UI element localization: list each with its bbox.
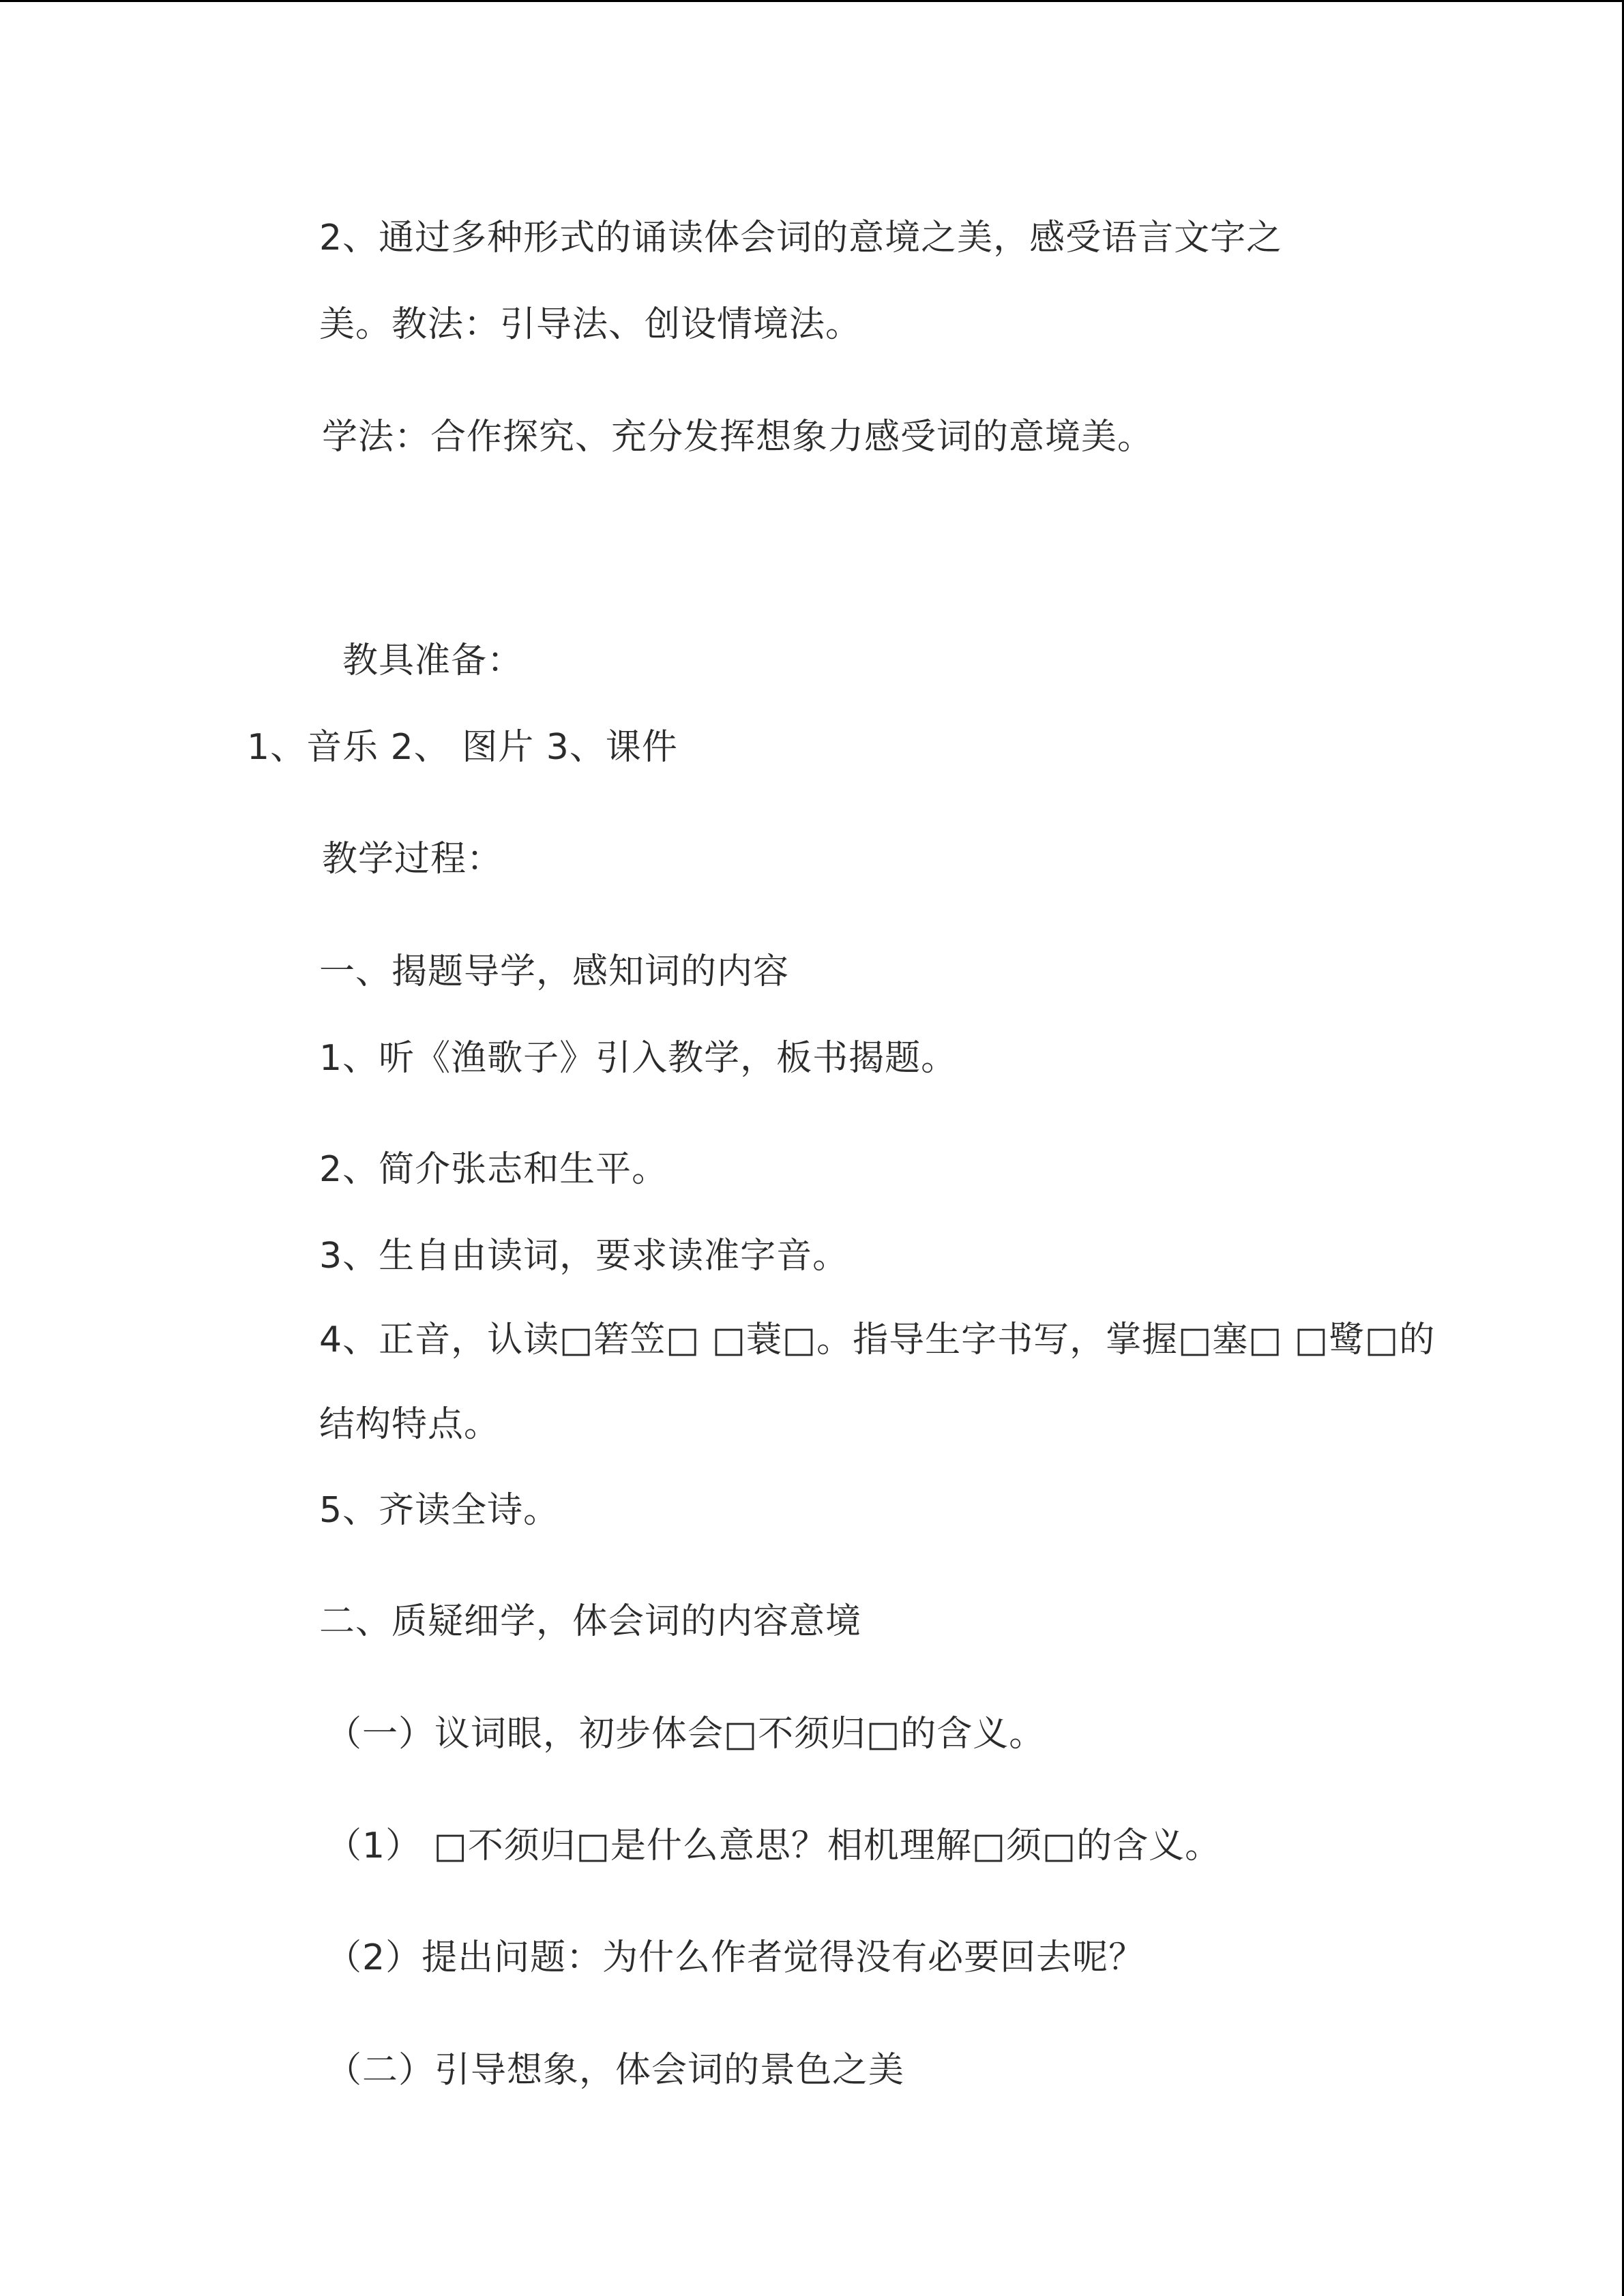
step-5: 5、齐读全诗。 bbox=[319, 1490, 560, 1531]
subsection-1-heading: （一）议词眼，初步体会□不须归□的含义。 bbox=[326, 1714, 1046, 1755]
step-2: 2、简介张志和生平。 bbox=[319, 1149, 668, 1190]
subsection-2-heading: （二）引导想象，体会词的景色之美 bbox=[326, 2050, 905, 2091]
step-4-line-1: 4、正音，认读□箬笠□ □蓑□。指导生字书写，掌握□塞□ □鹭□的 bbox=[319, 1320, 1436, 1360]
teaching-aids-list: 1、音乐 2、 图片 3、课件 bbox=[247, 727, 678, 768]
objective-2-line-2: 美。教法：引导法、创设情境法。 bbox=[319, 304, 862, 345]
learning-method: 学法：合作探究、充分发挥想象力感受词的意境美。 bbox=[322, 417, 1154, 458]
step-4-line-2: 结构特点。 bbox=[319, 1404, 501, 1445]
step-3: 3、生自由读词，要求读准字音。 bbox=[319, 1236, 849, 1277]
step-1: 1、听《渔歌子》引入教学，板书揭题。 bbox=[319, 1038, 958, 1079]
objective-2-line-1: 2、通过多种形式的诵读体会词的意境之美，感受语言文字之 bbox=[319, 218, 1283, 258]
teaching-process-heading: 教学过程： bbox=[322, 839, 503, 880]
subsection-1-item-2: （2）提出问题：为什么作者觉得没有必要回去呢？ bbox=[326, 1937, 1145, 1978]
page-border-top bbox=[0, 0, 1624, 2]
teaching-aids-heading: 教具准备： bbox=[342, 640, 524, 681]
subsection-1-item-1: （1） □不须归□是什么意思？相机理解□须□的含义。 bbox=[326, 1825, 1222, 1866]
section-2-heading: 二、质疑细学，体会词的内容意境 bbox=[319, 1601, 862, 1642]
section-1-heading: 一、揭题导学，感知词的内容 bbox=[319, 951, 790, 992]
